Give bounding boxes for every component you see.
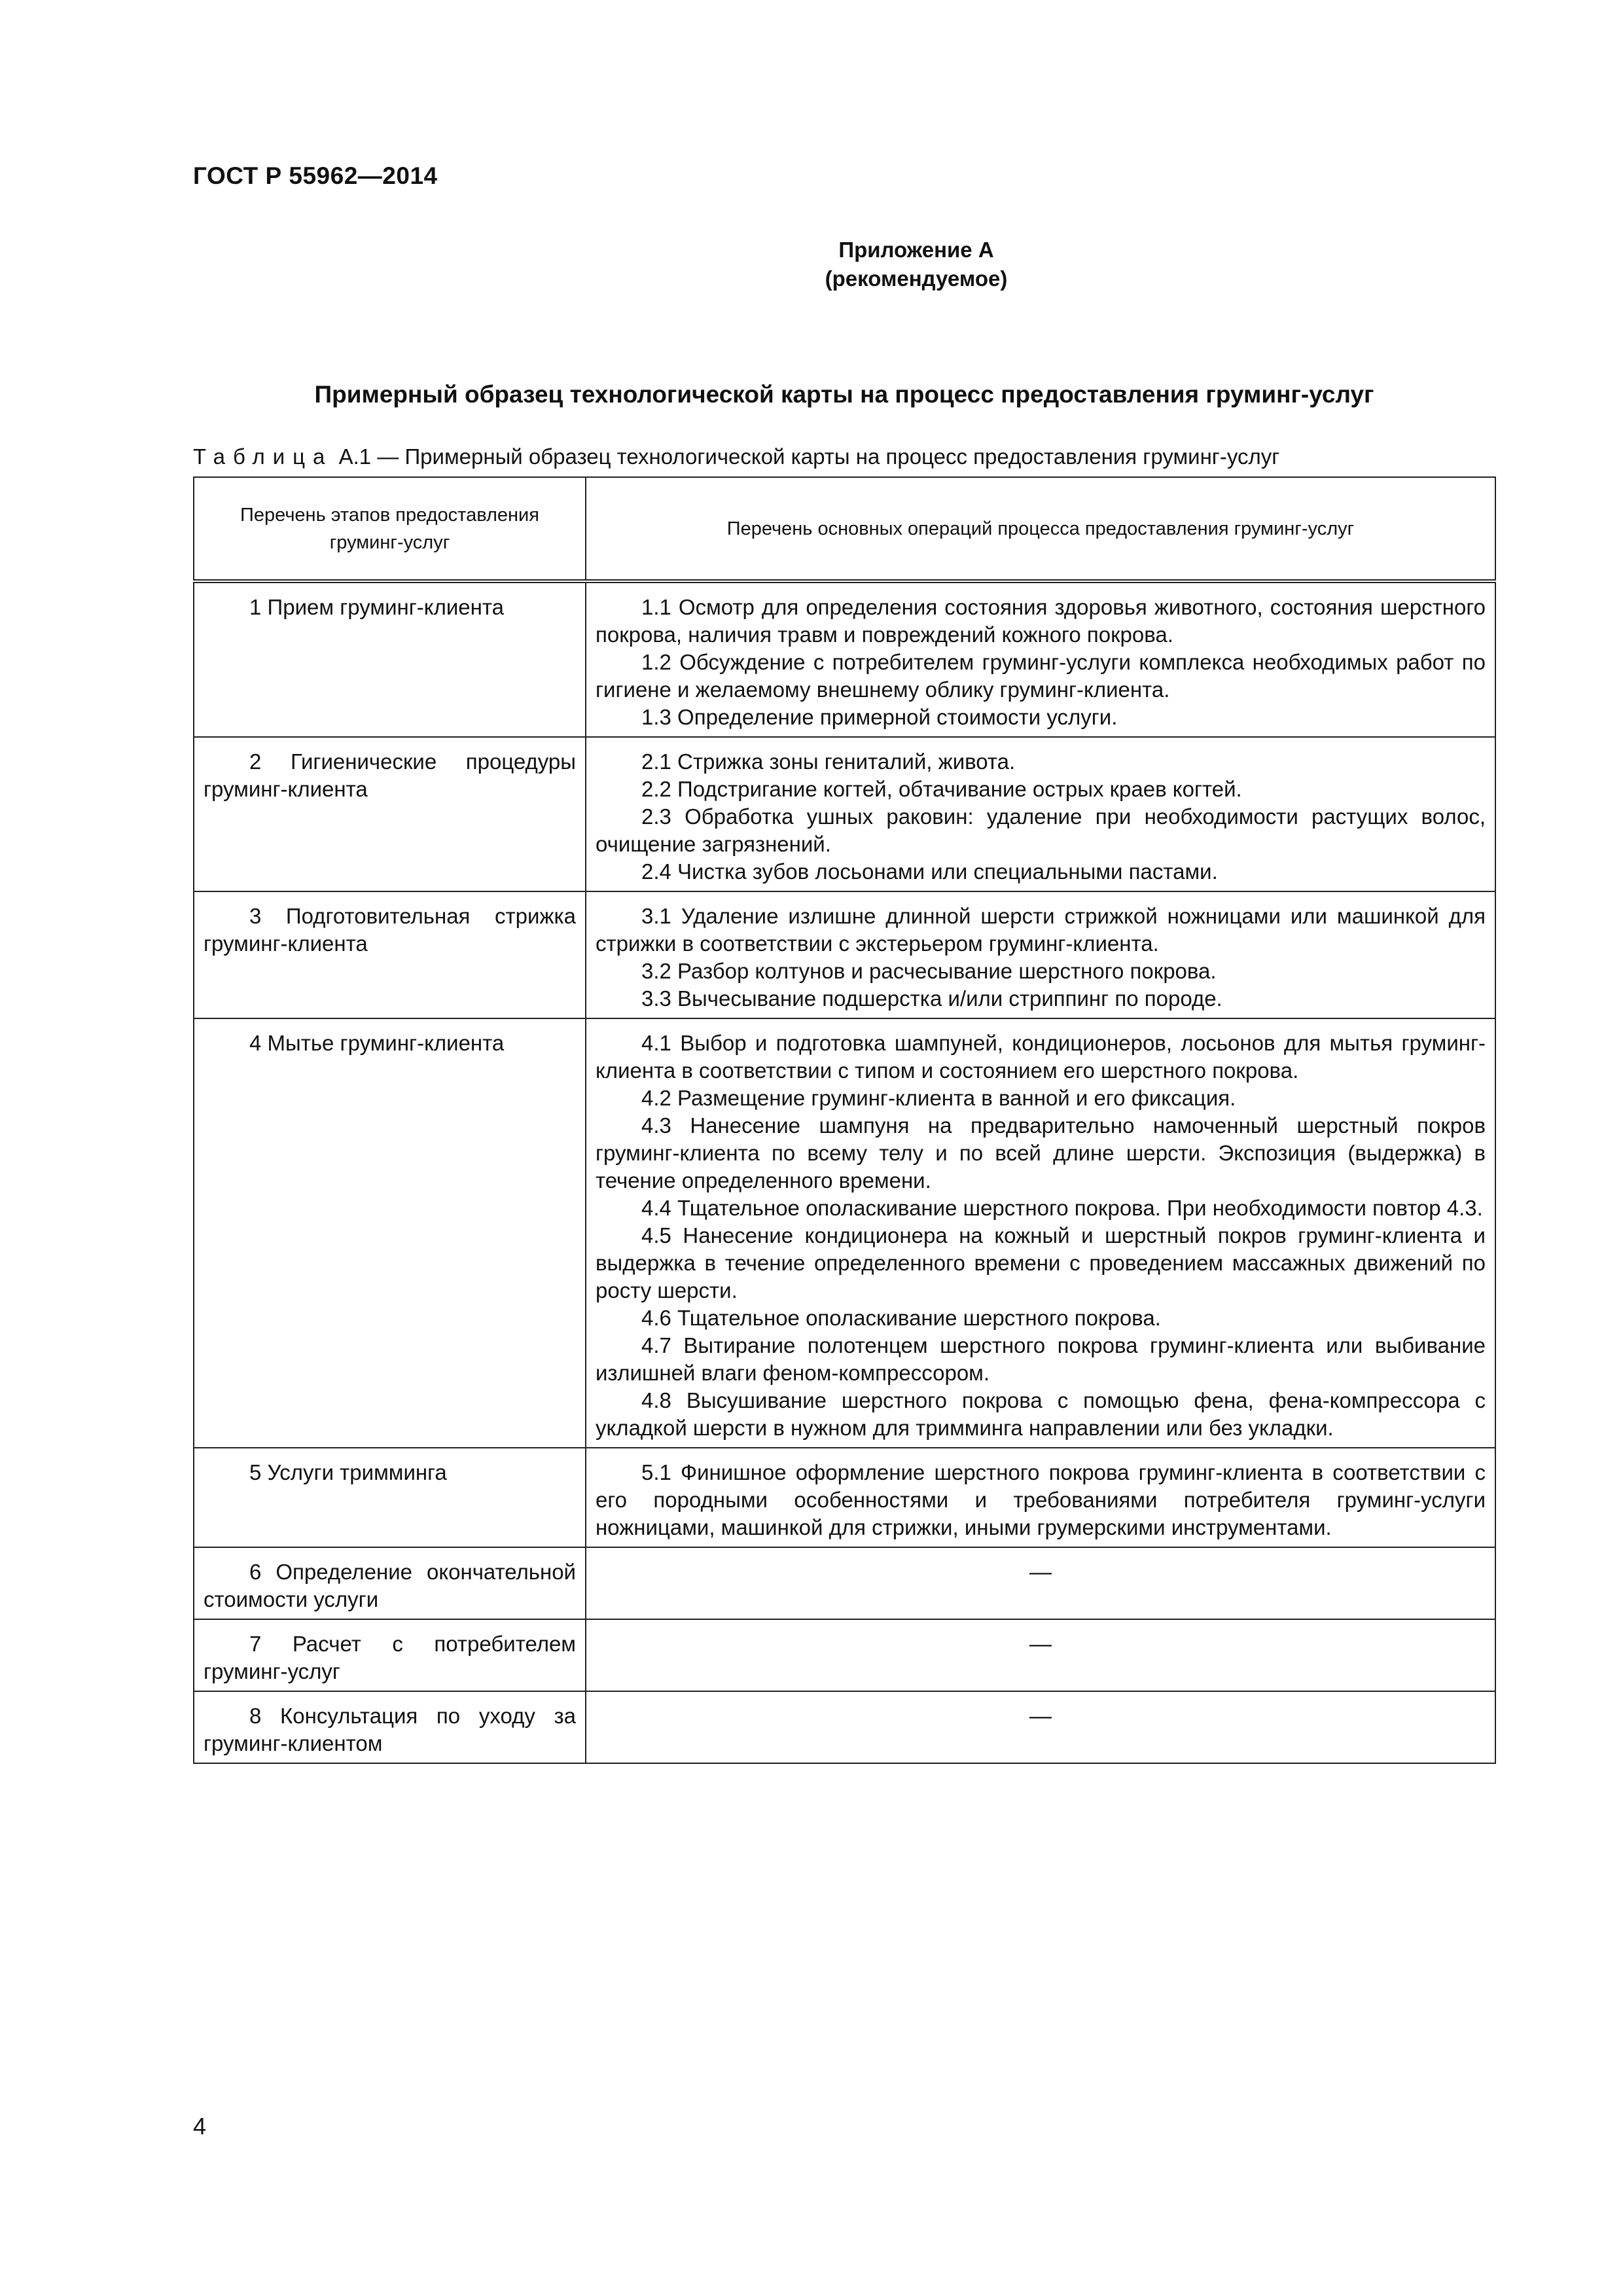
table-row	[194, 1448, 1495, 1547]
operation-item: 4.1 Выбор и подготовка шампуней, кондиционеров, лосьонов для мытья груминг-клиента в соответствии с типом и состоянием его шерстного покрова.	[596, 1031, 1486, 1083]
table-row	[194, 891, 1495, 1018]
operations-cell	[586, 581, 1495, 737]
document-id: ГОСТ Р 55962—2014	[193, 162, 438, 189]
operation-item: 4.3 Нанесение шампуня на предварительно намоченный шерстный покров груминг-клиента по всему телу и по всей длине шерсти. Экспозиция (выдержка) в течение определенного времени.	[596, 1113, 1486, 1193]
operations-cell	[586, 1448, 1495, 1547]
table-row	[194, 737, 1495, 891]
operations-cell	[586, 737, 1495, 891]
operation-item: 2.3 Обработка ушных раковин: удаление при необходимости растущих волос, очищение загрязнений.	[596, 804, 1486, 856]
operation-item: 4.6 Тщательное ополаскивание шерстного покрова.	[641, 1306, 1161, 1330]
appendix-title: Приложение А	[838, 238, 994, 262]
stage-cell: 5 Услуги тримминга	[194, 1448, 586, 1547]
table-caption-number: А.1	[338, 444, 372, 469]
operation-item: 4.8 Высушивание шерстного покрова с помощью фена, фена-компрессора с укладкой шерсти в нужном для тримминга направлении или без укладки.	[596, 1388, 1486, 1440]
operation-item: 2.1 Стрижка зоны гениталий, живота.	[641, 749, 1016, 774]
empty-dash-cell: —	[586, 1691, 1495, 1763]
operation-item: 1.2 Обсуждение с потребителем груминг-услуги комплекса необходимых работ по гигиене и желаемому внешнему облику груминг-клиента.	[596, 650, 1486, 702]
operation-item: 1.1 Осмотр для определения состояния здоровья животного, состояния шерстного покрова, наличия травм и повреждений кожного покрова.	[596, 595, 1486, 647]
table-row	[194, 1547, 1495, 1619]
table-row	[194, 1018, 1495, 1448]
table-header-row	[194, 477, 1495, 581]
operation-item: 4.2 Размещение груминг-клиента в ванной и его фиксация.	[641, 1086, 1236, 1110]
main-title: Примерный образец технологической карты на процесс предоставления груминг-услуг	[314, 381, 1374, 408]
operation-item: 2.4 Чистка зубов лосьонами или специальными пастами.	[641, 859, 1218, 884]
stage-cell: 7 Расчет с потребителем груминг-услуг	[194, 1619, 586, 1691]
stage-cell: 8 Консультация по уходу за груминг-клиентом	[194, 1691, 586, 1763]
stage-cell: 4 Мытье груминг-клиента	[194, 1018, 586, 1448]
stage-cell: 1 Прием груминг-клиента	[194, 581, 586, 737]
operation-item: 2.2 Подстригание когтей, обтачивание острых краев когтей.	[641, 777, 1242, 801]
operations-cell	[586, 1018, 1495, 1448]
page-number: 4	[193, 2113, 207, 2140]
stage-cell: 3 Подготовительная стрижка груминг-клиента	[194, 891, 586, 1018]
table-caption-prefix: Таблица	[193, 444, 333, 469]
table-row	[194, 581, 1495, 737]
operation-item: 5.1 Финишное оформление шерстного покрова груминг-клиента в соответствии с его породными особенностями и требованиями потребителя груминг-услуги ножницами, машинкой для стрижки, иными грумерскими инструментами.	[596, 1460, 1486, 1539]
table-caption	[193, 444, 1279, 469]
appendix-kind: (рекомендуемое)	[825, 266, 1008, 291]
operation-item: 3.1 Удаление излишне длинной шерсти стрижкой ножницами или машинкой для стрижки в соответствии с экстерьером груминг-клиента.	[596, 904, 1486, 956]
technology-map-table	[193, 476, 1496, 1764]
operation-item: 4.4 Тщательное ополаскивание шерстного покрова. При необходимости повтор 4.3.	[641, 1196, 1483, 1220]
header-stages: Перечень этапов предоставления груминг-услуг	[194, 477, 586, 581]
header-operations: Перечень основных операций процесса предоставления груминг-услуг	[586, 477, 1495, 581]
operation-item: 4.5 Нанесение кондиционера на кожный и шерстный покров груминг-клиента и выдержка в течение определенного времени с проведением массажных движений по росту шерсти.	[596, 1223, 1486, 1302]
operation-item: 3.2 Разбор колтунов и расчесывание шерстного покрова.	[641, 959, 1217, 983]
empty-dash-cell: —	[586, 1619, 1495, 1691]
stage-cell: 2 Гигиенические процедуры груминг-клиента	[194, 737, 586, 891]
table-row	[194, 1619, 1495, 1691]
appendix-heading	[0, 236, 1623, 293]
empty-dash-cell: —	[586, 1547, 1495, 1619]
operation-item: 3.3 Вычесывание подшерстка и/или стриппинг по породе.	[641, 986, 1222, 1011]
table-caption-text: — Примерный образец технологической карты на процесс предоставления груминг-услуг	[377, 444, 1280, 469]
table-row	[194, 1691, 1495, 1763]
operations-cell	[586, 891, 1495, 1018]
stage-cell: 6 Определение окончательной стоимости услуги	[194, 1547, 586, 1619]
operation-item: 1.3 Определение примерной стоимости услуги.	[641, 705, 1118, 729]
operation-item: 4.7 Вытирание полотенцем шерстного покрова груминг-клиента или выбивание излишней влаги феном-компрессором.	[596, 1333, 1486, 1385]
